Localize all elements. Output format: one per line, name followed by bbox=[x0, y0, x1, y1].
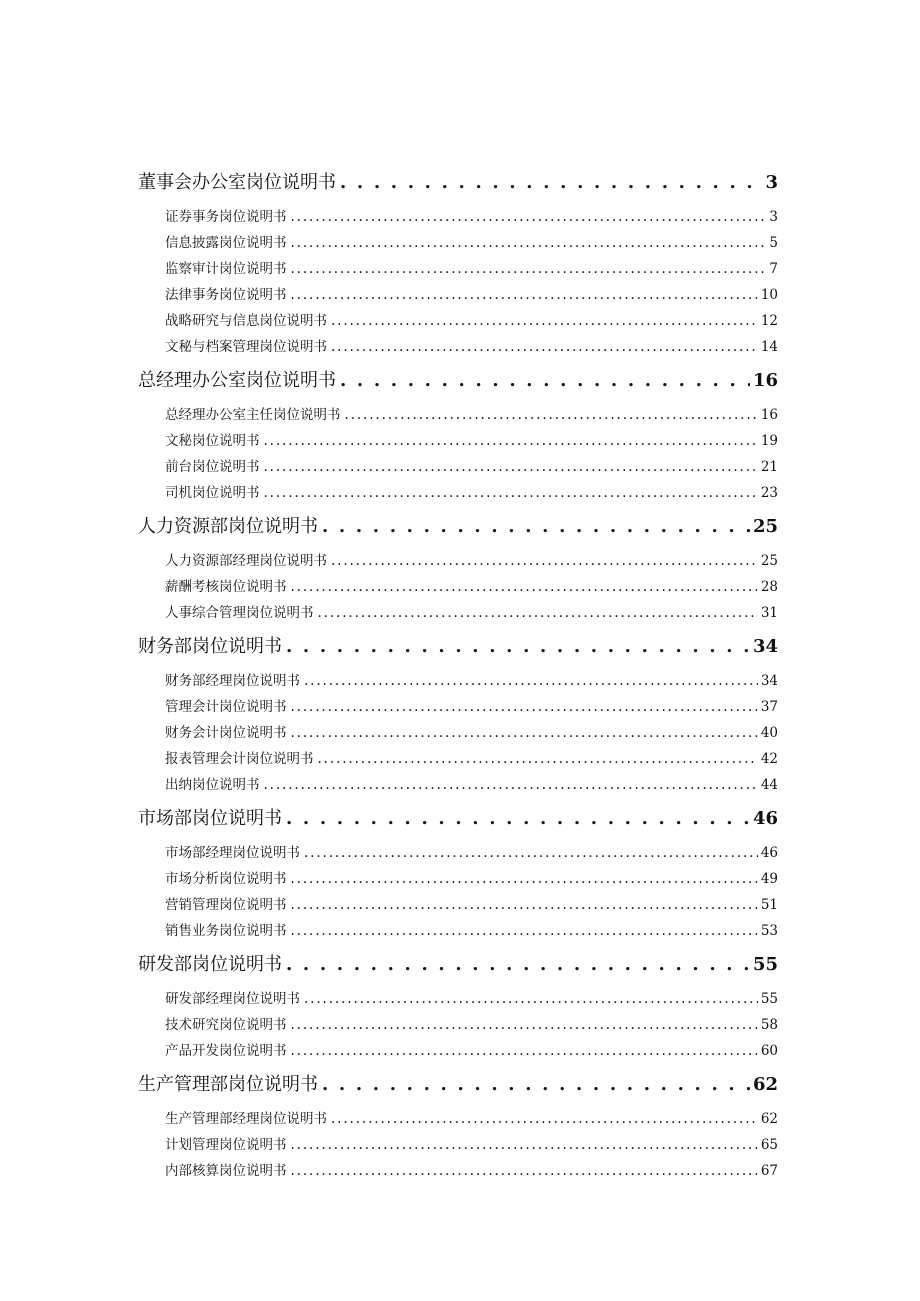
toc-entry-page: 23 bbox=[760, 485, 778, 501]
dot-leader bbox=[291, 1158, 758, 1184]
toc-entry-title: 财务会计岗位说明书 bbox=[165, 725, 287, 741]
toc-entry[interactable] bbox=[138, 772, 778, 798]
toc-entry-page: 25 bbox=[760, 553, 778, 569]
dot-leader bbox=[291, 230, 767, 256]
dot-leader bbox=[286, 948, 750, 982]
dot-leader bbox=[291, 1132, 758, 1158]
toc-entry[interactable] bbox=[138, 428, 778, 454]
toc-entry-page: 31 bbox=[760, 605, 778, 621]
dot-leader bbox=[291, 720, 758, 746]
toc-entry-page: 3 bbox=[769, 209, 778, 225]
dot-leader bbox=[264, 772, 758, 798]
toc-entry-title: 报表管理会计岗位说明书 bbox=[165, 751, 314, 767]
dot-leader bbox=[304, 668, 758, 694]
toc-chapter-entry[interactable] bbox=[138, 630, 778, 664]
toc-entry[interactable] bbox=[138, 600, 778, 626]
toc-entry-page: 19 bbox=[760, 433, 778, 449]
toc-section bbox=[138, 630, 778, 798]
toc-section bbox=[138, 802, 778, 944]
toc-chapter-entry[interactable] bbox=[138, 166, 778, 200]
toc-chapter-title: 董事会办公室岗位说明书 bbox=[138, 172, 336, 193]
dot-leader bbox=[291, 1038, 758, 1064]
dot-leader bbox=[304, 986, 758, 1012]
toc-entry[interactable] bbox=[138, 480, 778, 506]
toc-entry[interactable] bbox=[138, 1158, 778, 1184]
toc-entry[interactable] bbox=[138, 1038, 778, 1064]
toc-chapter-entry[interactable] bbox=[138, 510, 778, 544]
toc-entry[interactable] bbox=[138, 454, 778, 480]
toc-entry[interactable] bbox=[138, 204, 778, 230]
toc-entry-title: 营销管理岗位说明书 bbox=[165, 897, 287, 913]
toc-chapter-title: 研发部岗位说明书 bbox=[138, 954, 282, 975]
toc-entry-title: 技术研究岗位说明书 bbox=[165, 1017, 287, 1033]
toc-entry-title: 文秘岗位说明书 bbox=[165, 433, 260, 449]
dot-leader bbox=[291, 574, 758, 600]
toc-chapter-page: 55 bbox=[752, 954, 778, 975]
toc-chapter-page: 25 bbox=[752, 516, 778, 537]
dot-leader bbox=[291, 892, 758, 918]
toc-entry[interactable] bbox=[138, 866, 778, 892]
toc-entry-page: 46 bbox=[760, 845, 778, 861]
dot-leader bbox=[304, 840, 758, 866]
toc-entry-page: 65 bbox=[760, 1137, 778, 1153]
toc-entry[interactable] bbox=[138, 720, 778, 746]
toc-entry-title: 产品开发岗位说明书 bbox=[165, 1043, 287, 1059]
toc-entry-page: 49 bbox=[760, 871, 778, 887]
dot-leader bbox=[331, 334, 758, 360]
dot-leader bbox=[331, 1106, 758, 1132]
toc-entry[interactable] bbox=[138, 402, 778, 428]
dot-leader bbox=[291, 282, 758, 308]
toc-entry-title: 人事综合管理岗位说明书 bbox=[165, 605, 314, 621]
toc-entry-page: 51 bbox=[760, 897, 778, 913]
toc-entry-title: 财务部经理岗位说明书 bbox=[165, 673, 300, 689]
toc-entry-title: 信息披露岗位说明书 bbox=[165, 235, 287, 251]
dot-leader bbox=[331, 548, 758, 574]
toc-chapter-title: 财务部岗位说明书 bbox=[138, 636, 282, 657]
dot-leader bbox=[318, 746, 758, 772]
toc-chapter-entry[interactable] bbox=[138, 802, 778, 836]
toc-entry[interactable] bbox=[138, 256, 778, 282]
toc-chapter-entry[interactable] bbox=[138, 948, 778, 982]
toc-chapter-page: 46 bbox=[752, 808, 778, 829]
toc-entry[interactable] bbox=[138, 1106, 778, 1132]
toc-section bbox=[138, 1068, 778, 1184]
toc-entry[interactable] bbox=[138, 746, 778, 772]
toc-entry-title: 证券事务岗位说明书 bbox=[165, 209, 287, 225]
dot-leader bbox=[264, 480, 758, 506]
toc-entry-title: 计划管理岗位说明书 bbox=[165, 1137, 287, 1153]
toc-entry-title: 战略研究与信息岗位说明书 bbox=[165, 313, 327, 329]
toc-entry-page: 12 bbox=[760, 313, 778, 329]
toc-entry[interactable] bbox=[138, 892, 778, 918]
dot-leader bbox=[291, 866, 758, 892]
dot-leader bbox=[322, 510, 750, 544]
toc-entry[interactable] bbox=[138, 840, 778, 866]
toc-entry-title: 生产管理部经理岗位说明书 bbox=[165, 1111, 327, 1127]
toc-entry-page: 58 bbox=[760, 1017, 778, 1033]
toc-chapter-page: 3 bbox=[765, 172, 778, 193]
dot-leader bbox=[291, 918, 758, 944]
toc-entry-title: 销售业务岗位说明书 bbox=[165, 923, 287, 939]
toc-entry-title: 人力资源部经理岗位说明书 bbox=[165, 553, 327, 569]
toc-entry-title: 总经理办公室主任岗位说明书 bbox=[165, 407, 341, 423]
toc-entry[interactable] bbox=[138, 694, 778, 720]
toc-entry-page: 37 bbox=[760, 699, 778, 715]
toc-chapter-entry[interactable] bbox=[138, 364, 778, 398]
toc-entry-title: 司机岗位说明书 bbox=[165, 485, 260, 501]
toc-section bbox=[138, 510, 778, 626]
toc-entry-title: 市场分析岗位说明书 bbox=[165, 871, 287, 887]
toc-entry-page: 34 bbox=[760, 673, 778, 689]
toc-entry-title: 薪酬考核岗位说明书 bbox=[165, 579, 287, 595]
dot-leader bbox=[291, 256, 767, 282]
dot-leader bbox=[340, 364, 750, 398]
toc-entry-page: 7 bbox=[769, 261, 778, 277]
table-of-contents bbox=[138, 166, 778, 1184]
toc-entry-page: 21 bbox=[760, 459, 778, 475]
toc-entry[interactable] bbox=[138, 986, 778, 1012]
toc-entry[interactable] bbox=[138, 1132, 778, 1158]
toc-chapter-page: 16 bbox=[752, 370, 778, 391]
toc-entry[interactable] bbox=[138, 918, 778, 944]
toc-entry-page: 67 bbox=[760, 1163, 778, 1179]
toc-entry-page: 40 bbox=[760, 725, 778, 741]
toc-entry[interactable] bbox=[138, 548, 778, 574]
toc-entry-page: 10 bbox=[760, 287, 778, 303]
dot-leader bbox=[291, 1012, 758, 1038]
dot-leader bbox=[291, 694, 758, 720]
toc-section bbox=[138, 948, 778, 1064]
toc-entry[interactable] bbox=[138, 574, 778, 600]
toc-entry-page: 60 bbox=[760, 1043, 778, 1059]
toc-entry-page: 28 bbox=[760, 579, 778, 595]
toc-entry-page: 5 bbox=[769, 235, 778, 251]
toc-chapter-title: 生产管理部岗位说明书 bbox=[138, 1074, 318, 1095]
toc-chapter-entry[interactable] bbox=[138, 1068, 778, 1102]
toc-entry-page: 53 bbox=[760, 923, 778, 939]
dot-leader bbox=[331, 308, 758, 334]
toc-chapter-title: 市场部岗位说明书 bbox=[138, 808, 282, 829]
toc-entry-title: 出纳岗位说明书 bbox=[165, 777, 260, 793]
toc-entry-page: 62 bbox=[760, 1111, 778, 1127]
toc-entry[interactable] bbox=[138, 230, 778, 256]
toc-entry-title: 市场部经理岗位说明书 bbox=[165, 845, 300, 861]
dot-leader bbox=[340, 166, 762, 200]
toc-entry-title: 研发部经理岗位说明书 bbox=[165, 991, 300, 1007]
dot-leader bbox=[286, 630, 750, 664]
dot-leader bbox=[291, 204, 767, 230]
toc-entry-page: 55 bbox=[760, 991, 778, 1007]
dot-leader bbox=[286, 802, 750, 836]
dot-leader bbox=[322, 1068, 750, 1102]
dot-leader bbox=[345, 402, 758, 428]
dot-leader bbox=[264, 428, 758, 454]
toc-entry-page: 14 bbox=[760, 339, 778, 355]
toc-entry-title: 前台岗位说明书 bbox=[165, 459, 260, 475]
toc-section bbox=[138, 166, 778, 360]
toc-entry[interactable] bbox=[138, 334, 778, 360]
toc-chapter-title: 总经理办公室岗位说明书 bbox=[138, 370, 336, 391]
toc-chapter-page: 34 bbox=[752, 636, 778, 657]
toc-entry-page: 42 bbox=[760, 751, 778, 767]
toc-entry-page: 16 bbox=[760, 407, 778, 423]
toc-chapter-title: 人力资源部岗位说明书 bbox=[138, 516, 318, 537]
toc-entry-title: 监察审计岗位说明书 bbox=[165, 261, 287, 277]
toc-entry[interactable] bbox=[138, 1012, 778, 1038]
toc-entry-page: 44 bbox=[760, 777, 778, 793]
toc-entry-title: 管理会计岗位说明书 bbox=[165, 699, 287, 715]
toc-entry-title: 法律事务岗位说明书 bbox=[165, 287, 287, 303]
toc-entry-title: 内部核算岗位说明书 bbox=[165, 1163, 287, 1179]
toc-section bbox=[138, 364, 778, 506]
toc-entry[interactable] bbox=[138, 308, 778, 334]
toc-chapter-page: 62 bbox=[752, 1074, 778, 1095]
dot-leader bbox=[318, 600, 758, 626]
toc-entry[interactable] bbox=[138, 668, 778, 694]
toc-entry-title: 文秘与档案管理岗位说明书 bbox=[165, 339, 327, 355]
dot-leader bbox=[264, 454, 758, 480]
toc-entry[interactable] bbox=[138, 282, 778, 308]
